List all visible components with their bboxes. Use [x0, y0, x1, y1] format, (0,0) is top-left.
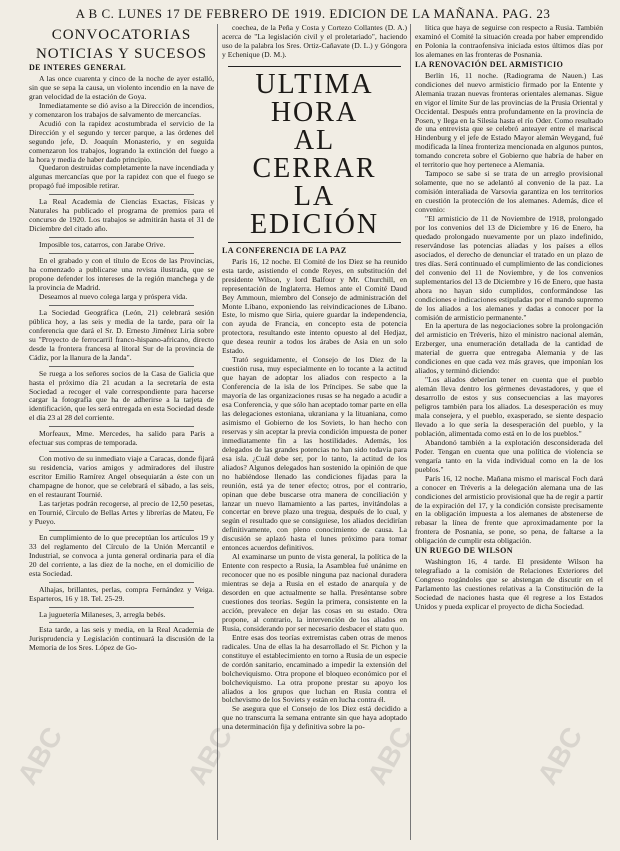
- column-divider: [217, 24, 218, 840]
- column-divider: [410, 24, 411, 840]
- paragraph: Se ruega a los señores socios de la Casa de Galicia que hasta el próximo día 21 acudan a la secretaría de esta Sociedad a recoger el vale correspondiente para hacerse cargar la fotografía que ha de adherirse a la tarjeta de identificación, que les será entregada en esta Sociedad desde el día 23 al 28 del corriente.: [29, 368, 214, 423]
- watermark: ABC: [361, 721, 419, 790]
- watermark: ABC: [531, 721, 589, 790]
- separator: [49, 237, 194, 238]
- paragraph: Abandonó también a la explotación desconsiderada del Poder. Tengan en cuenta que una política de violencia se vengaría tanto en la vida individual como en la de los pueblos.": [415, 437, 603, 474]
- banner-line: AL CERRAR: [252, 124, 377, 184]
- paragraph: "Los aliados deberían tener en cuenta que el pueblo alemán lleva dentro los gérmenes devastadores, y que el desarrollo de estos y sus consecuencias a las mayores peligros también para los aliados. La desesperación es muy mala consejera, y el pueblo, exasperado, se siente despacio llevado a lo que sería la desesperación del pueblo, y la población, alimentada como está en lo de los pueblos.": [415, 375, 603, 438]
- paragraph: A las once cuarenta y cinco de la noche de ayer estalló, sin que se sepa la causa, un violento incendio en la nave de gran velocidad de la estación de Goya.: [29, 73, 214, 101]
- separator: [49, 366, 194, 367]
- paragraph: "El armisticio de 11 de Noviembre de 1918, prolongado por los convenios del 13 de Diciembre y 16 de Enero, ha quedado prolongado nuevamente por un plazo indefinido, reservándose las potencias aliadas y los países a ellos asociados, el derecho de denunciar el tratado en un plazo de tres días. Será continuado el cumplimiento de las condiciones del convenio del 11 de Noviembre, y de los convenios suplementarios del 13 de Diciembre y 16 de Enero, que hasta ahora no hayan sido cumplidos, conformándose las condiciones e indicaciones estipuladas por el mando supremo de los aliados a los alemanes y dadas a conocer por la comisión de armisticio permanente.": [415, 214, 603, 322]
- paragraph: París 16, 12 noche. El Comité de los Diez se ha reunido esta tarde, asistiendo el conde Reyes, en substitución del presidente Wilson, y lord Balfour y Mr. Churchill, en representación de Inglaterra. Hemos ante el Comité Daud Bey Ammoun, miembro del Consejo de administración del Monte Líbano, exponiendo las reivindicaciones de Líbano. Este, lo mismo que Siria, quiere guardar la independencia, con ayuda de Francia, en concepto esta de potencia protectora, resultando este intento opuesto al del Hedjaz, que desea reunir a todos los árabes de Asia en un solo Estado.: [222, 256, 407, 356]
- column-left: [29, 24, 214, 840]
- paragraph: Deseamos al nuevo colega larga y próspera vida.: [39, 291, 188, 301]
- banner-line: ULTIMA HORA: [255, 68, 374, 128]
- paragraph: lítica que haya de seguirse con respecto a Rusia. También examinó el Comité la situación creada por haber emprendido en Polonia la contraofensiva iniciada estos últimos días por los alemanes en las fronteras de Posnania.: [415, 24, 603, 59]
- column-middle: [222, 24, 407, 840]
- paragraph: En el grabado y con el título de Ecos de las Provincias, ha comenzado a publicarse una revista ilustrada, que se propone defender los intereses de la región manchega y de la provincia de Madrid.: [29, 256, 214, 292]
- section-subhead: LA CONFERENCIA DE LA PAZ: [222, 245, 347, 255]
- paragraph: Las tarjetas podrán recogerse, al precio de 12,50 pesetas, en Tournié, Círculo de Bellas Artes y librerías de Mateu, Fe y Pueyo.: [29, 498, 214, 526]
- paragraph: En cumplimiento de lo que preceptúan los artículos 19 y 33 del reglamento del Círculo de la Unión Mercantil e Industrial, se convoca a junta general ordinaria para el día 20 del corriente, a las diez de la noche, en el domicilio de esta Sociedad.: [29, 532, 214, 578]
- separator: [49, 194, 194, 195]
- paragraph: La Real Academia de Ciencias Exactas, Físicas y Naturales ha publicado el programa de premios para el concurso de 1920. Los trabajos se admitirán hasta el 31 de Diciembre del citado año.: [29, 197, 214, 234]
- paragraph: Tampoco se sabe si se trata de un arreglo provisional solamente, que no se adelantó al convenio de la paz. La comisión interaliada de Varsovia garantiza en los territorios en cuestión la protección de los alemanes. Además, dice el convenio:: [415, 169, 603, 215]
- separator: [49, 530, 194, 531]
- separator: [49, 607, 194, 608]
- separator: [49, 451, 194, 452]
- paragraph: Imposible tos, catarros, con Jarabe Orive.: [39, 240, 166, 250]
- paragraph: París 16, 12 noche. Mañana mismo el mariscal Foch dará a conocer en Tréveris a la delegación alemana una de las condiciones del armisticio provisional que ha de regir a partir de la expiración del 17, y la condición consiste precisamente en la obligación impuesta a los alemanes de abstenerse de rebasar la línea de frente que aproximadamente por la frontera de Posnania, se pone, so pena, de faltarse a la obligación de cumplir esta obligación.: [415, 473, 603, 546]
- paragraph: Inmediatamente se dió aviso a la Dirección de incendios, y comenzaron los trabajos de salvamento de mercancías.: [29, 100, 214, 119]
- separator: [49, 305, 194, 306]
- section-title: NOTICIAS Y SUCESOS: [35, 46, 208, 62]
- paragraph: Con motivo de su inmediato viaje a Caracas, donde fijará su residencia, varios amigos y admiradores del ilustre escritor Emilio Ramírez Angel obsequiarán a éste con un champagne de honor, que se celebrará el sábado, a las seis, en el restaurant Tournié.: [29, 454, 214, 500]
- paragraph: Al examinarse un punto de vista general, la política de la Entente con respecto a Rusia, la Asamblea fué unánime en reconocer que no es posible ninguna paz nacional duradera mientras se deja a Rusia en el estado de anarquía y de desorden en que actualmente se halla. Preséntanse sobre cuestiones dos teorías. Según la primera, consistente en la acción, prevalece en dejar las cosas en su estado. Otra propone, al contrario, la intervención de los aliados en Rusia, considerando por ser necesario desbacer el statu quo.: [222, 552, 407, 633]
- section-subhead: LA RENOVACIÓN DEL ARMISTICIO: [415, 59, 564, 69]
- paragraph: Esta tarde, a las seis y media, en la Real Academia de Jurisprudencia y Legislación continuará la discusión de la Memoria de los Sres. López de Go-: [29, 625, 214, 653]
- paragraph: Acudió con la rapidez acostumbrada el servicio de la Dirección y el segundo y tercer parque, a las órdenes del segundo jefe, D. Joaquín Monasterio, y en seguida comenzaron los trabajos, logrando la extinción del fuego a la hora y media de haber dado principio.: [29, 118, 214, 164]
- paragraph: Berlín 16, 11 noche. (Radiograma de Nauen.) Las condiciones del nuevo armisticio firmado por la Entente y Alemania trazan nuevas fronteras orientales alemanas. Sigue en vigor el límite Sur de las provincias de la Prusia Oriental y Occidental. Después entra profundamente en la provincia de Posen, y llega en la Silesia hasta el río Oder. Como resultado de una entrevista que se celebró anteayer entre el mariscal Hindenburg y el jefe de Estado Mayor alemán Weygand, fué modificada la línea fronteriza mencionada en algunos puntos, tomando concreta sobre el Gobierno que habría de haber en el territorio que hoy pertenece a Alemania.: [415, 70, 603, 170]
- last-hour-banner: [228, 66, 401, 243]
- separator: [49, 253, 194, 254]
- paragraph: La juguetería Milaneses, 3, arregla bebés.: [39, 609, 166, 619]
- banner-line: LA EDICIÓN: [249, 180, 380, 240]
- watermark: ABC: [11, 721, 69, 790]
- section-subhead: DE INTERES GENERAL: [29, 63, 127, 72]
- separator: [49, 582, 194, 583]
- paragraph: En la apertura de las negociaciones sobre la prolongación del armisticio en Tréveris, hizo el ministro nacional alemán, Erzberger, una enumeración detallada de la cantidad de material de guerra que entregaba Alemania y de las condiciones en que cada vez más graves, que imponían los aliados, y terminó diciendo:: [415, 321, 603, 376]
- paragraph: Quedaron destruidas completamente la nave incendiada y algunas mercancías que por la rapidez con que el fuego se propagó fué imposible retirar.: [29, 163, 214, 191]
- paragraph: Entre esas dos teorías extremistas caben otras de menos radicales. Una de ellas la ha desarrollado el Sr. Pichon y la constituye el establecimiento en torno a Rusia de un especie de cordón sanitario, encaminado a impedir la extensión del bolcheviquismo. Otra propone el bloqueo económico por el bolcheviquismo. La otra propone prestar su apoyo los aliados a los grupos que luchan en Rusia contra el bolchevismo de los Soviets y están en lucha contra él.: [222, 632, 407, 705]
- separator: [49, 622, 194, 623]
- section-title: CONVOCATORIAS: [51, 27, 192, 43]
- paragraph: Morfeaux, Mme. Mercedes, ha salido para París a efectuar sus compras de temporada.: [29, 429, 214, 448]
- section-subhead: UN RUEGO DE WILSON: [415, 546, 513, 556]
- paragraph: Washington 16, 4 tarde. El presidente Wilson ha telegrafiado a la comisión de Relaciones Exteriores del Congreso rogándoles que se abstengan de discutir en el Parlamento las cuestiones relativas a la Constitución de la Sociedad de naciones hasta que él regrese a los Estados Unidos y pueda explicar el proyecto de dicha Sociedad.: [415, 557, 603, 611]
- column-right: [415, 24, 603, 840]
- paragraph: Se asegura que el Consejo de los Diez está decidido a que no transcurra la semana entrante sin que haya adoptado una determinación fija y definitiva sobre la po-: [222, 704, 407, 732]
- watermark: ABC: [181, 721, 239, 790]
- paragraph: coechea, de la Peña y Costa y Cortezo Collantes (D. A.) acerca de "La legislación civil y el proletariado", haciendo uso de la palabra los Sres. Ortiz-Cañavate (D. L.) y Góngora y Echenique (D. M.).: [222, 24, 407, 59]
- separator: [49, 426, 194, 427]
- page-header: A B C. LUNES 17 DE FEBRERO DE 1919. EDICION DE LA MAÑANA. PAG. 23: [75, 6, 551, 21]
- paragraph: Trató seguidamente, el Consejo de los Diez de la cuestión rusa, muy especialmente en lo tocante a la actitud que hayan de adoptar los aliados con respecto a la Conferencia de la isla de los Príncipes. Se sabe que la mayoría de las organizaciones rusas se ha negado a acudir a esa Conferencia, y que sólo han aceptado tomar parte en ella las delegaciones estoniana, ukraniana y la lituaniana, como asimismo el Gobierno de los Soviets, lo han hecho con reservas y sin aceptar la previa condición impuesta de poner inmediatamente fin a las hostilidades. Además, los delegados de las grandes potencias no han sido todavía para esa isla. ¿Cuál debe ser, por lo tanto, la actitud de los aliados? Algunos delegados han sostenido la opinión de que no habiéndose llenado las condiciones fijadas para la reunión, está ya de tener efecto; otros, por el contrario, opinan que debe buscarse otra manera de conciliación y lanzar un nuevo llamamiento a las partes, invitándolas a concertar en breve plazo una tregua, después de lo cual, y según el resultado que se consiguiese, los aliados decidirían definitivamente, con pleno conocimiento de causa. La discusión se aplazó hasta el lunes próximo para tomar entonces acuerdos definitivos.: [222, 355, 407, 553]
- paragraph: Alhajas, brillantes, perlas, compra Fernández y Veiga. Esparteros, 16 y 18. Tel. 25-29.: [29, 584, 214, 603]
- paragraph: La Sociedad Geográfica (León, 21) celebrará sesión pública hoy, a las seis y media de la tarde, para oír la conferencia que dará el Sr. D. Ernesto Jiménez Liria sobre su "Proyecto de ferrocarril franco-hispano-africano, directo desde la frontera francesa al litoral Sur de la provincia de Cádiz, por la llanura de la Janda".: [29, 307, 214, 362]
